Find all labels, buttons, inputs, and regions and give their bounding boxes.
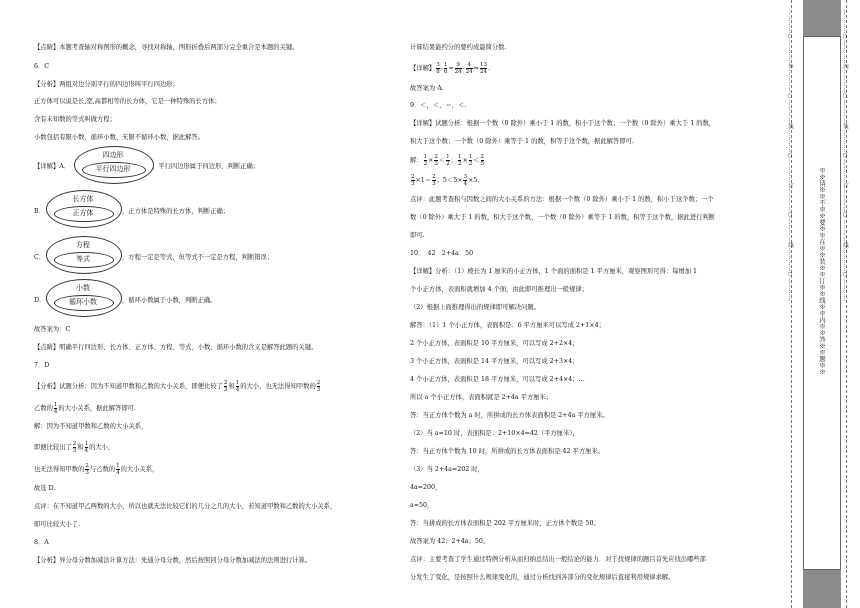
seal-warning: ※※请※※不※※要※※在※※装※※订※※线※※内※※答※※题※※ — [818, 167, 826, 375]
fraction: $\frac{2}{3}$ — [223, 380, 228, 393]
option-b-text: ，正方体是特殊的长方体，判断正确； — [122, 208, 230, 215]
question-10-answer: 10． 42 2+4a 50 — [410, 250, 474, 257]
option-c-prefix: C． — [34, 254, 46, 261]
analysis-line: 乙数的 $\frac{1}{4}$ 的大小关系，据此解答即可. — [34, 402, 136, 415]
option-b-prefix: B． — [34, 208, 45, 215]
solution-line: 所以 a 个小正方体，表面积就是 2+4a 平方厘米； — [410, 394, 553, 401]
venn-outer-label: 小数 — [76, 284, 90, 292]
venn-inner-label: 循环小数 — [69, 298, 97, 306]
solution-line: 答：当正方体个数为 10 时，所拼成的长方体表面积是 42 平方厘米。 — [410, 448, 605, 455]
solution-line: （2）当 a=10 时，表面积是：2+10×4=42（平方厘米）， — [410, 430, 579, 437]
solution-line: 2 个小正方体，表面积是 10 平方厘米，可以写成 2+2×4； — [410, 340, 579, 347]
question-8-answer: 8．A — [34, 539, 49, 546]
solution-line: 答：当正方体个数为 a 时，所拼成的长方体表面积是 2+4a 平方厘米。 — [410, 412, 609, 419]
answer-line: 故答案为 A. — [410, 85, 444, 92]
comment-line: 数（0 除外）乘大于 1 的数，积大于这个数，一个数（0 除外）乘等于 1 的数，积等于这个数，据此进行判断 — [410, 214, 716, 221]
solution-line: 也无法得知甲数的 $\frac{2}{3}$ 与乙数的 $\frac{1}{4}$ 的大小关系， — [34, 463, 159, 476]
comment-line: 点评：在不知道甲乙两数的大小，所以也就无法比较它们的几分之几的大小，若知道甲数和乙数的大小关系， — [34, 503, 337, 510]
venn-inner-label: 平行四边形 — [95, 165, 131, 173]
solution-line: $\frac{2}{3}$ ×1＝ $\frac{2}{3}$ ；5＜5× $\frac{3}{4}$ ×5. — [411, 174, 480, 187]
detail-line: 【详解】分析：（1）棱长为 1 厘米的小正方体，1 个面的面积是 1 平方厘米，观察图形可得：每增加 1 — [410, 268, 698, 275]
comment-line: 分发生了变化，是按照什么规律变化的，通过分析找到各部分的变化规律后直接利用规律求解。 — [410, 574, 675, 581]
detail-line: 【详解】 $\frac{3}{8}$ - $\frac{1}{6}$ = $\frac{9}{24}$ - $\frac{4}{24}$ = $\frac{13}{24}$ . — [410, 62, 491, 75]
solution-line: （3）当 2+4a=202 时， — [410, 466, 484, 473]
option-d-prefix: D． — [34, 297, 46, 304]
answer-line: 故答案为 42；2+4a；50。 — [410, 538, 490, 545]
venn-outer-label: 长方体 — [72, 195, 94, 203]
question-7-answer: 7．D — [34, 362, 50, 369]
fraction: $\frac{1}{4}$ — [84, 441, 89, 454]
solution-line: 4 个小正方体，表面积是 18 平方厘米，可以写成 2+4×4；… — [410, 376, 585, 383]
solution-line: 4a=200， — [410, 484, 442, 491]
solution-line: 答：当拼成的长方体表面积是 202 平方厘米时，正方体个数是 50。 — [410, 520, 600, 527]
detail-line: 个小正方体，表面积就增加 4 个面，由此即可推理出一般规律； — [410, 286, 589, 293]
seal-box — [803, 36, 841, 570]
solution-line: 解：因为不知道甲数和乙数的大小关系， — [34, 423, 148, 430]
detail-line: （2）根据上面推理得出的规律即可解决问题。 — [410, 304, 540, 311]
option-c-text: ，方程一定是等式，但等式不一定是方程，判断错误； — [122, 254, 274, 261]
analysis-line: 【分析】两组对边分别平行的四边形叫平行四边形； — [34, 81, 179, 88]
comment-line: 点评：主要考查了学生通过特例分析从而归纳总结出一般结论的能力．对于找规律的题目首先应找出哪些部 — [410, 556, 706, 563]
option-d-text: ，循环小数属于小数，判断正确。 — [122, 297, 217, 304]
venn-outer-label: 方程 — [76, 241, 90, 249]
note-line: 【点睛】明确平行四边形、长方体、正方体、方程、等式、小数、循环小数的含义是解答此题的关键。 — [34, 344, 318, 351]
fraction: $\frac{2}{3}$ — [85, 463, 89, 476]
comment-line: 点评：此题考查积与因数之间的大小关系的方法：根据一个数（0 除外）乘小于 1 的数，积小于这个数；一个 — [410, 196, 714, 203]
solution-line: 解： $\frac{1}{2}$ × $\frac{2}{3}$ ＜ $\frac{1}{2}$ ； $\frac{1}{2}$ × $\frac{1}{2}$ ＜ $\frac{2}{5}$ — [410, 154, 485, 167]
choice-line: 故选 D. — [34, 485, 56, 492]
fraction: $\frac{2}{3}$ — [316, 380, 321, 393]
comment-line: 即可. — [410, 232, 425, 239]
analysis-line: 正方体可以说是长,宽,高都相等的长方体，它是一种特殊的长方体； — [34, 98, 221, 105]
solution-line: 即便比较出了 $\frac{2}{3}$ 和 $\frac{1}{4}$ 的大小， — [34, 441, 115, 454]
venn-outer-label: 四边形 — [102, 151, 124, 159]
analysis-line: 含有未知数的等式叫做方程； — [34, 116, 116, 123]
venn-inner-label: 正方体 — [72, 209, 94, 217]
solution-line: a=50， — [410, 502, 434, 509]
fraction: $\frac{2}{3}$ — [72, 441, 77, 454]
detail-line: 积大于这个数；一个数（0 除外）乘等于 1 的数，积等于这个数，据此解答即可. — [410, 138, 634, 145]
solution-line: 解答：（1）1 个小正方体，表面积是：6 平方厘米可以写成 2+1×4； — [410, 322, 605, 329]
note-line: 【点睛】本题考查轴对称图形的概念，寻找对称轴，图形折叠后两部分完全重合是本题的关键。 — [34, 44, 299, 51]
gray-block — [803, 0, 841, 36]
option-a-text: ，平行四边形属于四边形，判断正确； — [152, 163, 260, 170]
comment-line: 即可比较大小了. — [34, 521, 81, 528]
detail-line: 【详解】试题分析：根据一个数（0 除外）乘小于 1 的数，积小于这个数；一个数（0 除外）乘大于 1 的数， — [410, 120, 716, 127]
analysis-line: 小数包括有限小数、循环小数、无限不循环小数，据此解答。 — [34, 134, 205, 141]
solution-line: 3 个小正方体，表面积是 14 平方厘米，可以写成 2+3×4； — [410, 358, 579, 365]
answer-line: 故答案为：C — [34, 326, 71, 333]
option-a-prefix: 【详解】A． — [34, 163, 71, 170]
question-6-answer: 6．C — [34, 63, 50, 70]
venn-inner-label: 等式 — [76, 255, 90, 263]
fraction: $\frac{1}{4}$ — [116, 463, 120, 476]
analysis-line: 【分析】试题分析：因为不知道甲数和乙数的大小关系，即便比较了 $\frac{2}{3}$ 和 $\frac{1}{4}$ 的大小，也无法得知甲数的 $\frac{2}{3}$ — [34, 380, 321, 393]
analysis-line: 【分析】异分母分数加减法计算方法：先通分母分数，然后按照同分母分数加减法的法则进行计算。 — [34, 557, 312, 564]
inner-seal-line: …………○…………内…………○…………装…………○…………订…………○…………线…………○………… — [842, 10, 848, 302]
fraction: $\frac{1}{4}$ — [235, 380, 240, 393]
text-line: 计算结果能约分的要约成最简分数. — [410, 44, 507, 51]
question-9-answer: 9．＜，＜，＝，＜. — [410, 102, 467, 109]
outer-seal-line: …………○…………外…………○…………装…………○…………订…………○…………线…………○………… — [787, 10, 793, 302]
fraction: $\frac{1}{4}$ — [53, 402, 58, 415]
gray-block — [803, 570, 841, 608]
